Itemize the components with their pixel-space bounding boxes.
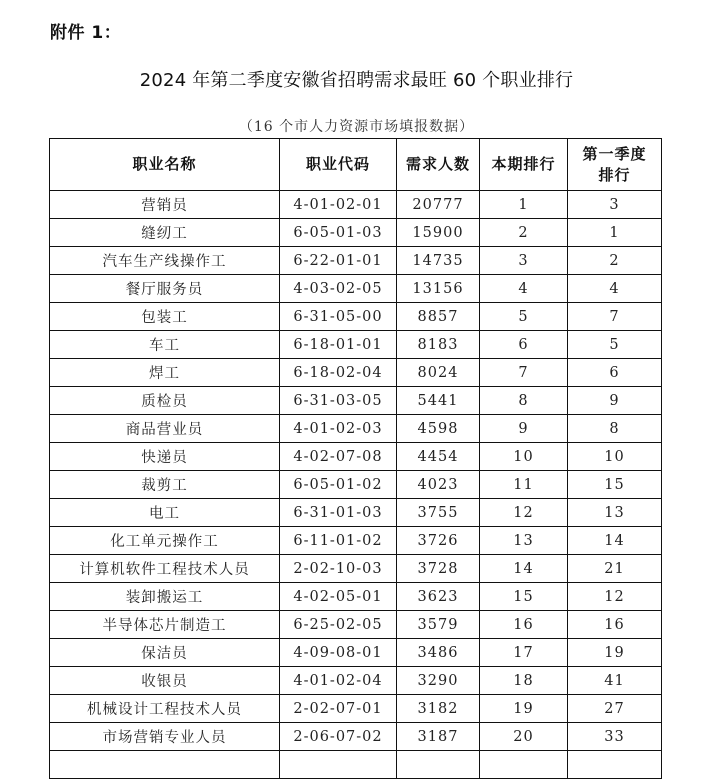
- occupation-name-cell: 半导体芯片制造工: [50, 611, 280, 639]
- occupation-name-cell: 计算机软件工程技术人员: [50, 555, 280, 583]
- current-rank-cell: 17: [480, 639, 568, 667]
- occupation-name-cell: 商品营业员: [50, 415, 280, 443]
- occupation-ranking-table: [49, 138, 662, 779]
- occupation-code-cell: 4-03-02-05: [280, 275, 397, 303]
- demand-cell: [397, 751, 480, 779]
- table-row: [50, 751, 662, 779]
- table-row: [50, 303, 662, 331]
- table-row: [50, 247, 662, 275]
- occupation-code-cell: 6-22-01-01: [280, 247, 397, 275]
- demand-cell: 5441: [397, 387, 480, 415]
- occupation-name-cell: 营销员: [50, 191, 280, 219]
- table-row: [50, 527, 662, 555]
- occupation-name-cell: 裁剪工: [50, 471, 280, 499]
- table-row: [50, 611, 662, 639]
- q1-rank-cell: 10: [568, 443, 662, 471]
- current-rank-cell: 14: [480, 555, 568, 583]
- occupation-name-cell: 保洁员: [50, 639, 280, 667]
- table-row: [50, 695, 662, 723]
- table-row: [50, 191, 662, 219]
- occupation-name-cell: 包装工: [50, 303, 280, 331]
- demand-cell: 3755: [397, 499, 480, 527]
- occupation-name-cell: 焊工: [50, 359, 280, 387]
- q1-rank-cell: 3: [568, 191, 662, 219]
- q1-rank-cell: 21: [568, 555, 662, 583]
- header-occupation-code: 职业代码: [280, 139, 397, 191]
- occupation-name-cell: 餐厅服务员: [50, 275, 280, 303]
- table-row: [50, 443, 662, 471]
- demand-cell: 14735: [397, 247, 480, 275]
- demand-cell: 13156: [397, 275, 480, 303]
- current-rank-cell: 2: [480, 219, 568, 247]
- occupation-code-cell: 6-05-01-02: [280, 471, 397, 499]
- occupation-code-cell: [280, 751, 397, 779]
- occupation-name-cell: 装卸搬运工: [50, 583, 280, 611]
- table-row: [50, 583, 662, 611]
- current-rank-cell: 20: [480, 723, 568, 751]
- occupation-code-cell: 6-11-01-02: [280, 527, 397, 555]
- occupation-code-cell: 4-02-05-01: [280, 583, 397, 611]
- occupation-name-cell: 缝纫工: [50, 219, 280, 247]
- current-rank-cell: 5: [480, 303, 568, 331]
- current-rank-cell: 4: [480, 275, 568, 303]
- demand-cell: 3182: [397, 695, 480, 723]
- table-row: [50, 639, 662, 667]
- occupation-code-cell: 2-02-07-01: [280, 695, 397, 723]
- table-header-row: [50, 139, 662, 191]
- q1-rank-cell: 8: [568, 415, 662, 443]
- header-occupation-name: 职业名称: [50, 139, 280, 191]
- demand-cell: 8857: [397, 303, 480, 331]
- q1-rank-cell: 4: [568, 275, 662, 303]
- table-body: [50, 191, 662, 779]
- q1-rank-cell: 16: [568, 611, 662, 639]
- current-rank-cell: 16: [480, 611, 568, 639]
- document-title: 2024 年第二季度安徽省招聘需求最旺 60 个职业排行: [139, 70, 574, 91]
- table-row: [50, 471, 662, 499]
- occupation-name-cell: 质检员: [50, 387, 280, 415]
- table-row: [50, 723, 662, 751]
- q1-rank-cell: 41: [568, 667, 662, 695]
- current-rank-cell: 1: [480, 191, 568, 219]
- table-row: [50, 499, 662, 527]
- demand-cell: 20777: [397, 191, 480, 219]
- occupation-name-cell: 机械设计工程技术人员: [50, 695, 280, 723]
- current-rank-cell: 11: [480, 471, 568, 499]
- demand-cell: 3290: [397, 667, 480, 695]
- q1-rank-cell: 6: [568, 359, 662, 387]
- current-rank-cell: 3: [480, 247, 568, 275]
- demand-cell: 3486: [397, 639, 480, 667]
- table-row: [50, 331, 662, 359]
- table-row: [50, 415, 662, 443]
- q1-rank-cell: 5: [568, 331, 662, 359]
- occupation-code-cell: 6-31-03-05: [280, 387, 397, 415]
- occupation-code-cell: 4-02-07-08: [280, 443, 397, 471]
- occupation-name-cell: 电工: [50, 499, 280, 527]
- q1-rank-cell: 2: [568, 247, 662, 275]
- occupation-code-cell: 6-25-02-05: [280, 611, 397, 639]
- q1-rank-cell: 19: [568, 639, 662, 667]
- header-demand: 需求人数: [397, 139, 480, 191]
- demand-cell: 3623: [397, 583, 480, 611]
- occupation-code-cell: 6-05-01-03: [280, 219, 397, 247]
- occupation-code-cell: 6-18-01-01: [280, 331, 397, 359]
- occupation-name-cell: 汽车生产线操作工: [50, 247, 280, 275]
- demand-cell: 3579: [397, 611, 480, 639]
- q1-rank-cell: 27: [568, 695, 662, 723]
- occupation-name-cell: 快递员: [50, 443, 280, 471]
- q1-rank-cell: 15: [568, 471, 662, 499]
- occupation-code-cell: 4-01-02-04: [280, 667, 397, 695]
- occupation-code-cell: 2-06-07-02: [280, 723, 397, 751]
- occupation-code-cell: 4-01-02-03: [280, 415, 397, 443]
- header-current-rank: 本期排行: [480, 139, 568, 191]
- demand-cell: 3726: [397, 527, 480, 555]
- table-row: [50, 667, 662, 695]
- occupation-name-cell: 化工单元操作工: [50, 527, 280, 555]
- q1-rank-cell: 14: [568, 527, 662, 555]
- demand-cell: 8024: [397, 359, 480, 387]
- current-rank-cell: 19: [480, 695, 568, 723]
- header-q1-rank-line1: 第一季度: [582, 144, 647, 163]
- document-subtitle: （16 个市人力资源市场填报数据）: [238, 119, 475, 135]
- attachment-label: 附件 1：: [50, 23, 122, 43]
- occupation-code-cell: 4-09-08-01: [280, 639, 397, 667]
- occupation-name-cell: 收银员: [50, 667, 280, 695]
- demand-cell: 4023: [397, 471, 480, 499]
- occupation-code-cell: 4-01-02-01: [280, 191, 397, 219]
- table-row: [50, 387, 662, 415]
- header-q1-rank-line2: 排行: [598, 165, 631, 184]
- table-row: [50, 275, 662, 303]
- demand-cell: 3187: [397, 723, 480, 751]
- demand-cell: 8183: [397, 331, 480, 359]
- current-rank-cell: 12: [480, 499, 568, 527]
- q1-rank-cell: 12: [568, 583, 662, 611]
- occupation-code-cell: 6-31-01-03: [280, 499, 397, 527]
- q1-rank-cell: 33: [568, 723, 662, 751]
- demand-cell: 3728: [397, 555, 480, 583]
- q1-rank-cell: 7: [568, 303, 662, 331]
- current-rank-cell: 15: [480, 583, 568, 611]
- current-rank-cell: 13: [480, 527, 568, 555]
- table-row: [50, 359, 662, 387]
- table-row: [50, 555, 662, 583]
- current-rank-cell: 6: [480, 331, 568, 359]
- occupation-name-cell: 车工: [50, 331, 280, 359]
- occupation-code-cell: 2-02-10-03: [280, 555, 397, 583]
- current-rank-cell: 9: [480, 415, 568, 443]
- demand-cell: 4598: [397, 415, 480, 443]
- header-q1-rank: [568, 139, 662, 191]
- current-rank-cell: 10: [480, 443, 568, 471]
- demand-cell: 4454: [397, 443, 480, 471]
- current-rank-cell: 18: [480, 667, 568, 695]
- q1-rank-cell: [568, 751, 662, 779]
- current-rank-cell: [480, 751, 568, 779]
- occupation-name-cell: 市场营销专业人员: [50, 723, 280, 751]
- occupation-code-cell: 6-31-05-00: [280, 303, 397, 331]
- current-rank-cell: 8: [480, 387, 568, 415]
- demand-cell: 15900: [397, 219, 480, 247]
- current-rank-cell: 7: [480, 359, 568, 387]
- q1-rank-cell: 9: [568, 387, 662, 415]
- occupation-name-cell: [50, 751, 280, 779]
- q1-rank-cell: 13: [568, 499, 662, 527]
- table-row: [50, 219, 662, 247]
- q1-rank-cell: 1: [568, 219, 662, 247]
- occupation-code-cell: 6-18-02-04: [280, 359, 397, 387]
